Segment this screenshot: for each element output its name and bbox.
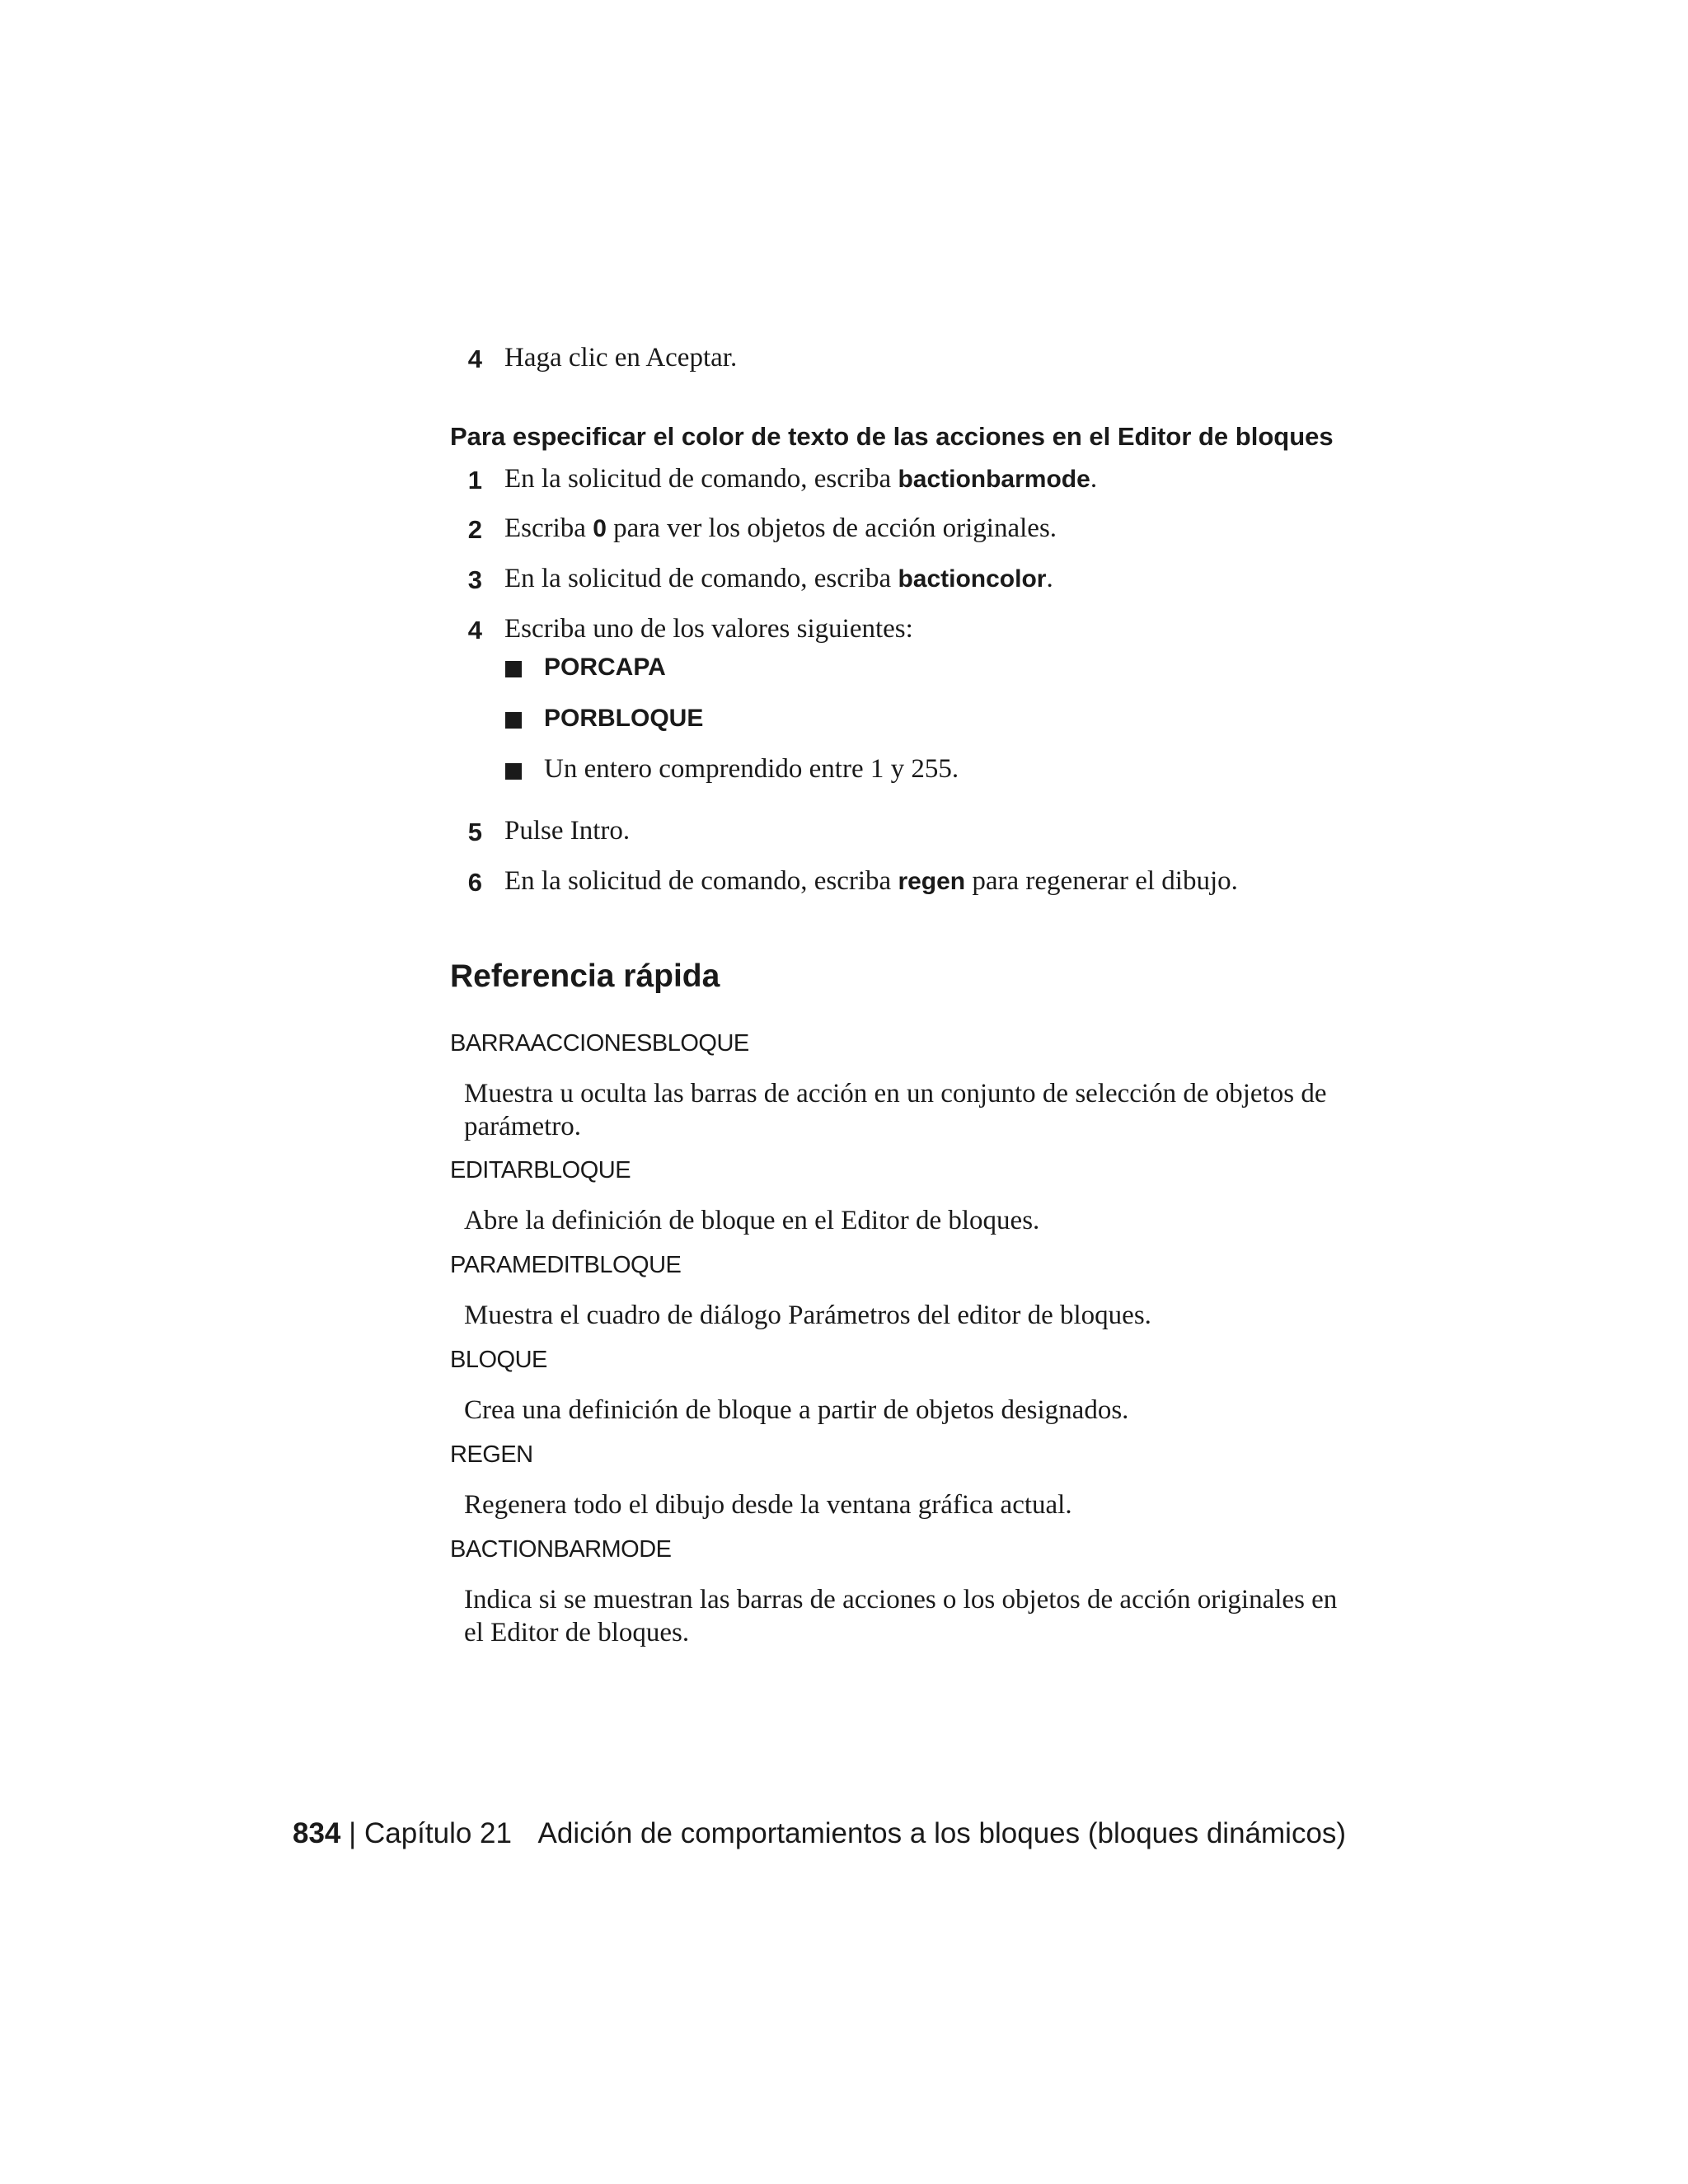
step-number: 2	[467, 515, 482, 544]
step-text: En la solicitud de comando, escriba bactioncolor.	[504, 564, 1053, 593]
step-number: 1	[467, 466, 482, 494]
footer-separator: |	[349, 1817, 357, 1849]
page-number: 834	[293, 1817, 341, 1849]
procedure-heading: Para especificar el color de texto de las acciones en el Editor de bloques	[450, 422, 1334, 451]
command-description: Crea una definición de bloque a partir de objetos designados.	[464, 1395, 1129, 1425]
step-number: 4	[467, 344, 482, 373]
command-description: Indica si se muestran las barras de acciones o los objetos de acción originales en el Editor de bloques.	[464, 1585, 1338, 1647]
step-text: Escriba 0 para ver los objetos de acción originales.	[504, 513, 1057, 543]
command-name: REGEN	[450, 1441, 533, 1468]
command-name: BACTIONBARMODE	[450, 1536, 672, 1563]
step-text: Pulse Intro.	[504, 816, 631, 846]
step-number: 4	[467, 616, 482, 644]
command-name: PARAMEDITBLOQUE	[450, 1252, 682, 1278]
command-name: BARRAACCIONESBLOQUE	[450, 1030, 749, 1057]
bullet-square-icon	[505, 712, 522, 729]
bullet-square-icon	[505, 661, 522, 677]
step-text: Haga clic en Aceptar.	[504, 343, 738, 373]
page-footer	[293, 1817, 1346, 1850]
command-name: EDITARBLOQUE	[450, 1157, 631, 1183]
bullet-item: Un entero comprendido entre 1 y 255.	[544, 754, 959, 784]
command-description: Abre la definición de bloque en el Editor de bloques.	[464, 1206, 1040, 1235]
step-number: 3	[467, 565, 482, 594]
command-description: Regenera todo el dibujo desde la ventana gráfica actual.	[464, 1490, 1072, 1520]
bullet-square-icon	[505, 763, 522, 780]
step-number: 6	[467, 868, 482, 897]
bullet-item: PORBLOQUE	[544, 705, 704, 732]
bullet-item: PORCAPA	[544, 654, 666, 681]
command-description: Muestra el cuadro de diálogo Parámetros del editor de bloques.	[464, 1301, 1151, 1330]
section-title: Referencia rápida	[450, 958, 720, 994]
step-text: En la solicitud de comando, escriba regen para regenerar el dibujo.	[504, 866, 1238, 896]
step-text: Escriba uno de los valores siguientes:	[504, 614, 913, 644]
step-number: 5	[467, 818, 482, 846]
command-name: BLOQUE	[450, 1347, 547, 1373]
command-description: Muestra u oculta las barras de acción en un conjunto de selección de objetos de parámetro.	[464, 1079, 1327, 1141]
step-text: En la solicitud de comando, escriba bactionbarmode.	[504, 464, 1098, 494]
chapter-title: Adición de comportamientos a los bloques (bloques dinámicos)	[537, 1817, 1347, 1849]
chapter-label: Capítulo 21	[363, 1817, 512, 1849]
